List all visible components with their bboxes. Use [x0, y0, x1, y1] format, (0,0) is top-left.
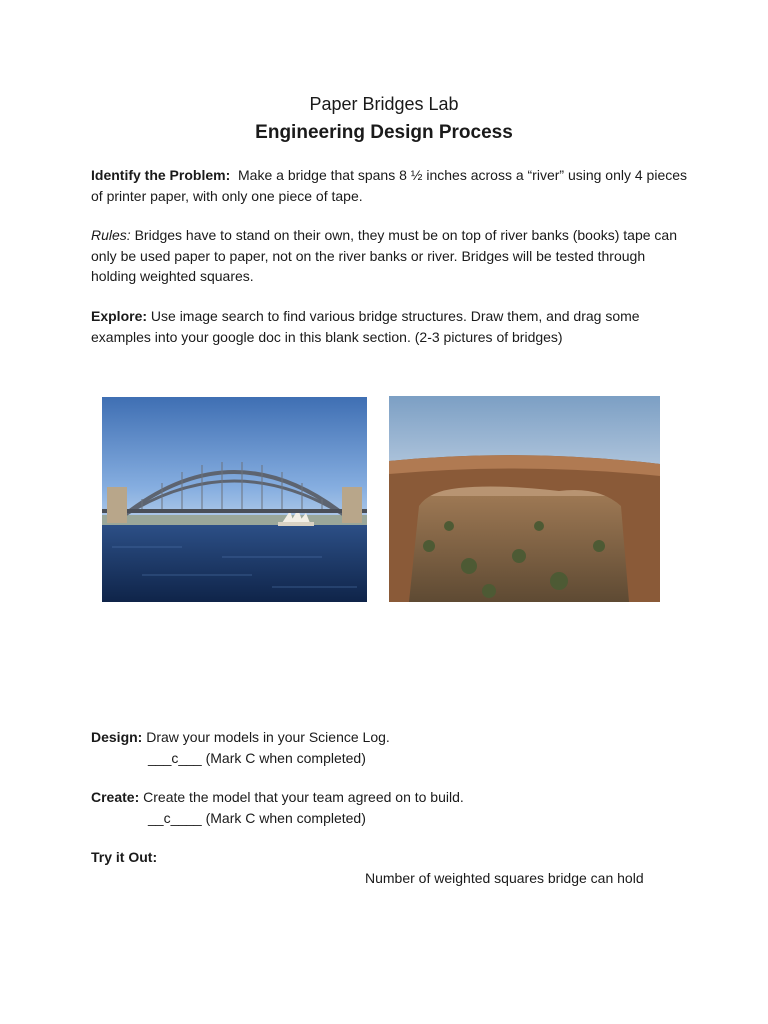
design-label: Design: [91, 729, 143, 745]
identify-text: Make a bridge that spans 8 ½ inches across a “river” using only 4 pieces of printer paper, with only one piece of tape. [91, 167, 688, 204]
try-section [91, 847, 691, 868]
rules-section [91, 225, 691, 287]
explore-text: Use image search to find various bridge structures. Draw them, and drag some examples into your google doc in this blank section. (2-3 pictures of bridges) [91, 308, 640, 345]
natural-arch-photo [389, 396, 660, 602]
document-title: Paper Bridges Lab [309, 94, 459, 114]
design-check[interactable]: ___c___ (Mark C when completed) [148, 749, 366, 766]
explore-label: Explore: [91, 308, 148, 324]
rules-text: Bridges have to stand on their own, they must be on top of river banks (books) tape can only be used paper to paper, not on the river banks or river. Bridges will be tested through holding weighted squares. [91, 227, 677, 284]
document-subtitle: Engineering Design Process [255, 122, 513, 143]
create-label: Create: [91, 789, 140, 805]
identify-label: Identify the Problem: [91, 167, 231, 183]
identify-section [91, 165, 691, 206]
create-check[interactable]: __c____ (Mark C when completed) [148, 809, 366, 826]
try-label: Try it Out: [91, 849, 158, 865]
create-text: Create the model that your team agreed on to build. [143, 789, 464, 805]
create-section [91, 787, 691, 828]
explore-section [91, 306, 691, 347]
harbour-bridge-photo [102, 397, 367, 602]
design-section [91, 727, 691, 768]
design-text: Draw your models in your Science Log. [146, 729, 390, 745]
rules-label: Rules: [91, 227, 131, 243]
weighted-squares-label: Number of weighted squares bridge can hold [365, 870, 644, 886]
